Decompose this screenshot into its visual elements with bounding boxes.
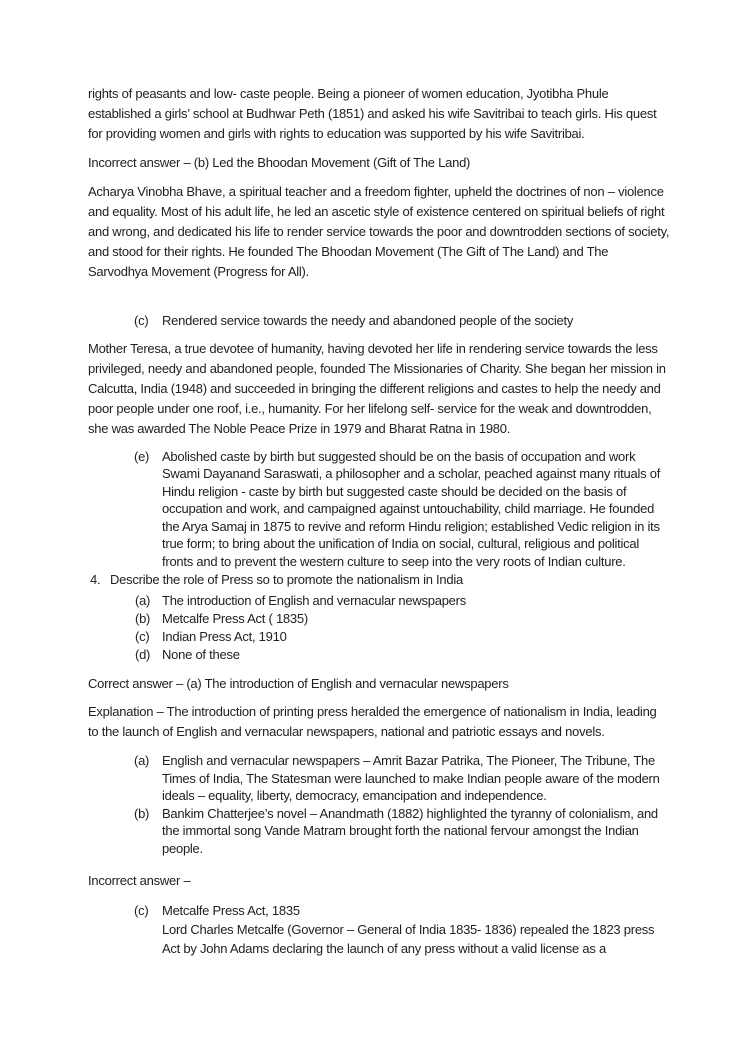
option-d-label: (d) [135, 647, 151, 662]
item-e-description: Swami Dayanand Saraswati, a philosopher and a scholar, peached against many rituals of Hindu religion - caste by birth but suggested caste should be decided on the basis of occupation and work, and campaigned against untouchability, child marriage. He founded the Arya Samaj in 1875 to revive and reform Hindu religion; established Vedic religion in its true form; to bring about the unification of India on social, cultural, religious and political fronts and to prevent the western culture to seep into the very roots of Indian culture. [162, 466, 661, 569]
explanation-item-b-text: Bankim Chatterjee’s novel – Anandmath (1882) highlighted the tyranny of colonialism, and the immortal song Vande Matram brought forth the national fervour amongst the Indian people. [162, 805, 658, 856]
correct-answer-line: Correct answer – (a) The introduction of English and vernacular newspapers [88, 676, 509, 691]
paragraph-phule-continued: rights of peasants and low- caste people. Being a pioneer of women education, Jyotibha Phule established a girls’ school at Budhwar Peth (1851) and asked his wife Savitribai to teach girls. His quest for providing women and girls with rights to education was supported by his wife Savitribai. [88, 86, 657, 141]
question-4 [88, 570, 670, 589]
option-c-text: Indian Press Act, 1910 [162, 629, 287, 644]
question-4-number: 4. [90, 572, 101, 587]
option-b [88, 610, 670, 628]
option-a [88, 592, 670, 610]
paragraph-vinobha-bhave: Acharya Vinobha Bhave, a spiritual teacher and a freedom fighter, upheld the doctrines of non – violence and equality. Most of his adult life, he led an ascetic style of existence centered on spiritual beliefs of right and wrong, and dedicated his life to render service towards the poor and downtrodden sections of society, and stood for their rights. He founded The Bhoodan Movement (The Gift of The Land) and The Sarvodhya Movement (Progress for All). [88, 184, 670, 279]
item-e-option-line: Abolished caste by birth but suggested should be on the basis of occupation and work [162, 448, 636, 464]
item-label-e: (e) [134, 448, 150, 464]
explanation-item-a-label: (a) [134, 753, 150, 768]
incorrect-answer-b-line: Incorrect answer – (b) Led the Bhoodan Movement (Gift of The Land) [88, 155, 471, 170]
explanation-item-a [88, 752, 670, 805]
explanation-item-b [88, 805, 670, 858]
option-d-text: None of these [162, 647, 240, 662]
document-content [88, 84, 670, 958]
explanation-item-b-label: (b) [134, 805, 150, 821]
option-a-text: The introduction of English and vernacular newspapers [162, 593, 466, 608]
incorrect-item-c-label: (c) [134, 903, 149, 918]
item-text-c: Rendered service towards the needy and abandoned people of the society [162, 313, 574, 328]
option-b-text: Metcalfe Press Act ( 1835) [162, 611, 308, 626]
question-4-text: Describe the role of Press so to promote the nationalism in India [110, 572, 463, 587]
explanation-item-a-text: English and vernacular newspapers – Amrit Bazar Patrika, The Pioneer, The Tribune, The Times of India, The Statesman were launched to make Indian people aware of the modern ideals – equality, liberty, democracy, emancipation and independence. [162, 753, 660, 803]
incorrect-item-c [88, 901, 670, 958]
option-a-label: (a) [135, 593, 151, 608]
incorrect-item-c-title: Metcalfe Press Act, 1835 [162, 903, 300, 918]
answer-item-c [88, 312, 670, 330]
paragraph-mother-teresa: Mother Teresa, a true devotee of humanity, having devoted her life in rendering service towards the less privileged, needy and abandoned people, founded The Missionaries of Charity. She began her mission in Calcutta, India (1948) and succeeded in bringing the different religions and castes to help the needy and poor people under one roof, i.e., humanity. For her lifelong self- service for the weak and downtrodden, she was awarded The Noble Peace Prize in 1979 and Bharat Ratna in 1980. [88, 340, 666, 436]
option-c-label: (c) [135, 629, 150, 644]
incorrect-item-c-content [162, 901, 670, 958]
question-4-options [88, 592, 670, 664]
item-label-c: (c) [134, 313, 149, 328]
incorrect-item-c-body: Lord Charles Metcalfe (Governor – General of India 1835- 1836) repealed the 1823 press Act by John Adams declaring the launch of any press without a valid license as a [162, 922, 655, 956]
answer-item-e [88, 448, 670, 571]
option-b-label: (b) [135, 611, 151, 626]
option-c [88, 628, 670, 646]
incorrect-answer-heading: Incorrect answer – [88, 873, 191, 888]
option-d [88, 646, 670, 664]
item-text-e [162, 448, 670, 571]
explanation-paragraph: Explanation – The introduction of printing press heralded the emergence of nationalism in India, leading to the launch of English and vernacular newspapers, national and patriotic essays and novels. [88, 704, 657, 739]
